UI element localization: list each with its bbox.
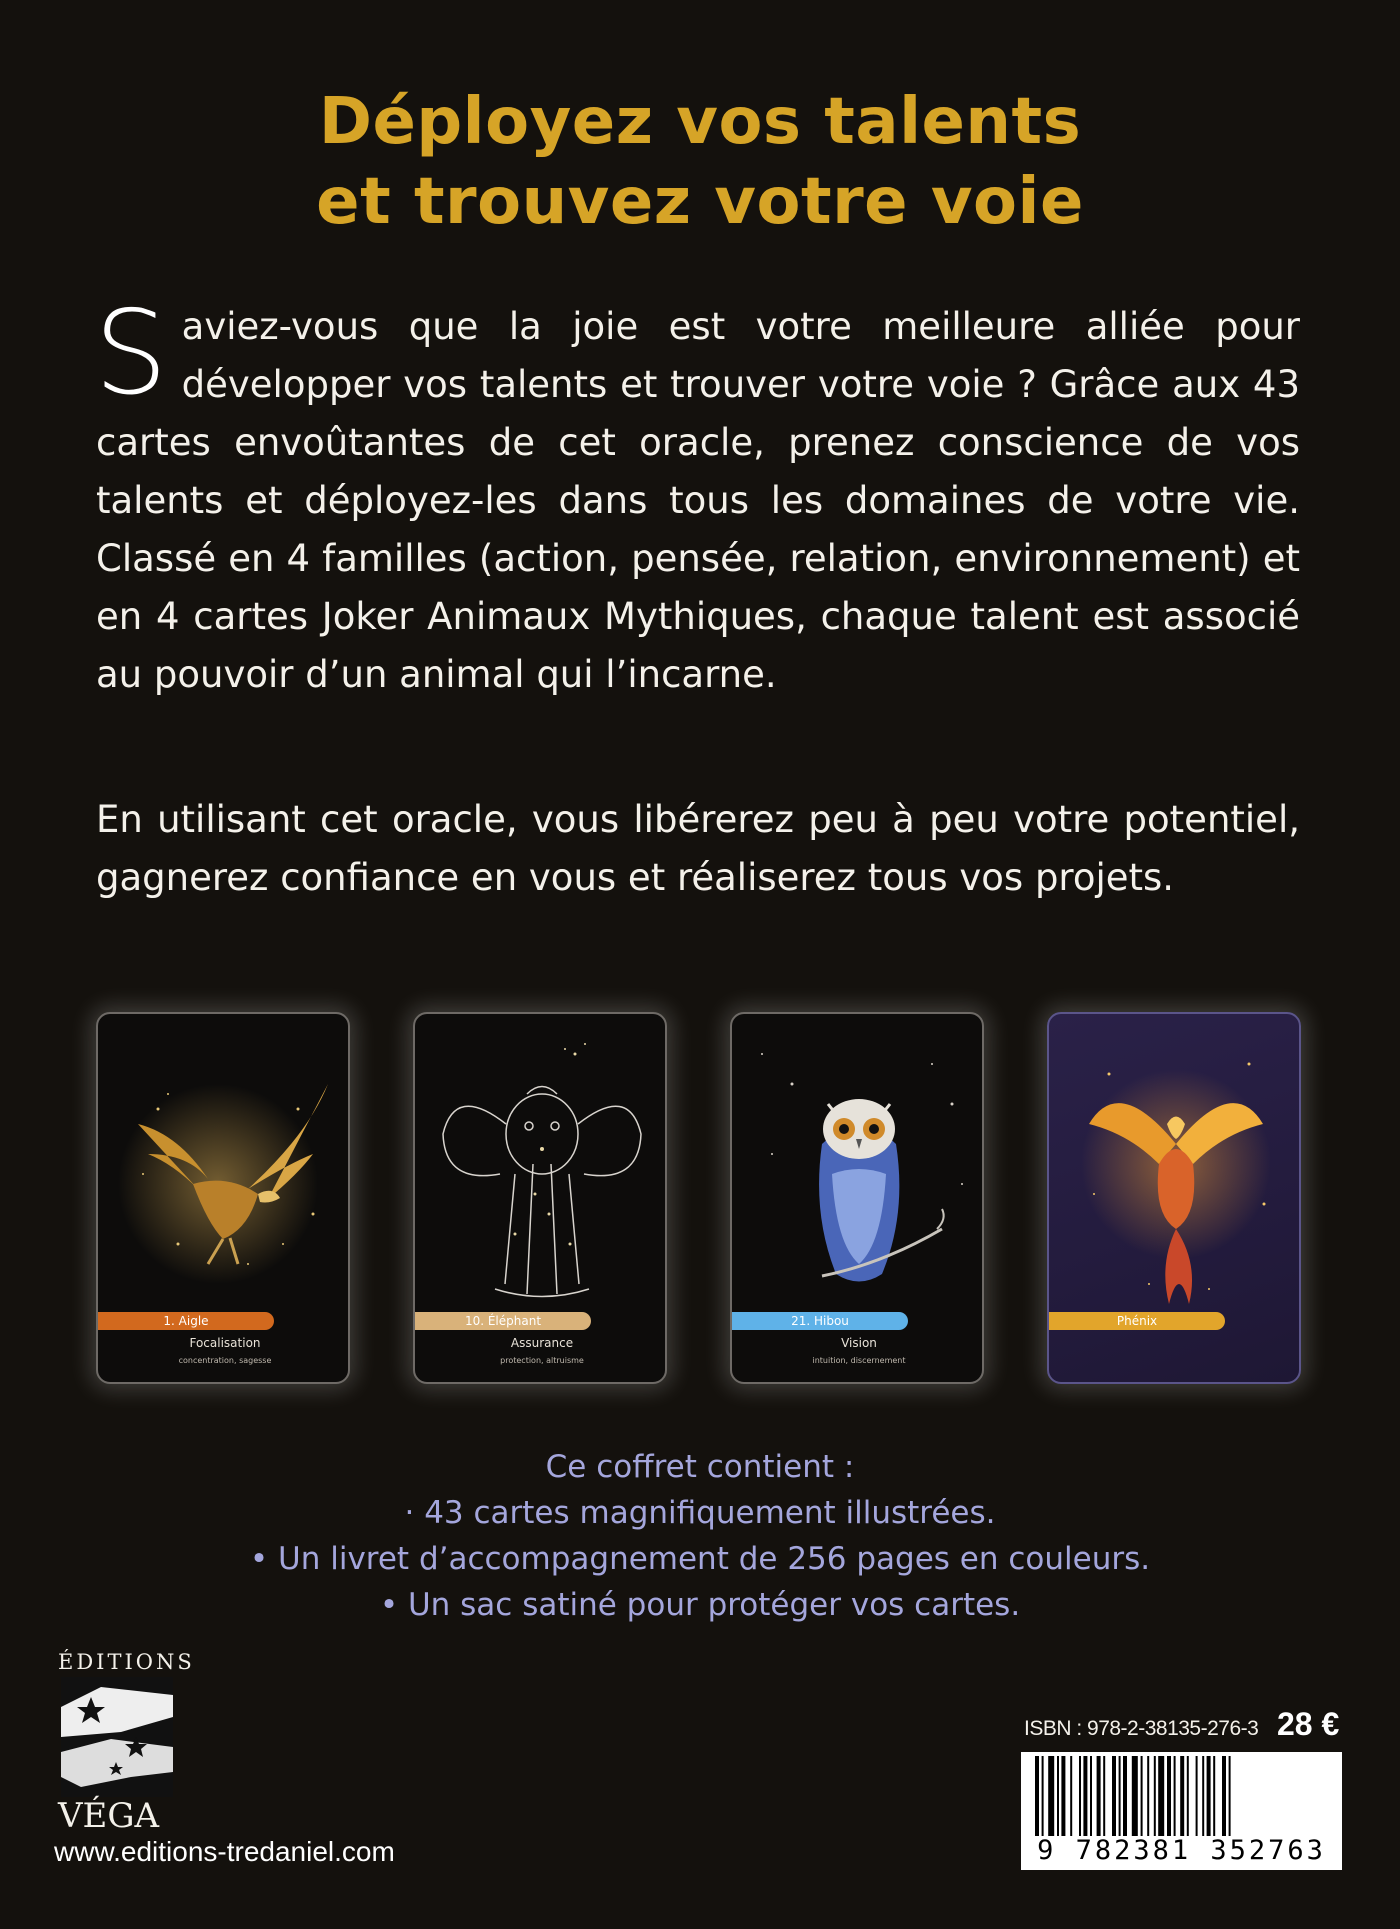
headline (0, 82, 1400, 242)
headline-line-2: et trouvez votre voie (316, 165, 1084, 239)
publisher-name-top: ÉDITIONS (58, 1650, 195, 1674)
barcode-number: 9 782381 352763 (1037, 1835, 1326, 1866)
card-banner: 1. Aigle (98, 1312, 274, 1330)
publisher-website-link[interactable]: www.editions-tredaniel.com (54, 1836, 395, 1867)
contents-item: • Un livret d’accompagnement de 256 pages en couleurs. (249, 1541, 1151, 1577)
card-phoenix (1047, 1012, 1301, 1384)
barcode (1021, 1752, 1342, 1870)
contents-item: • Un sac satiné pour protéger vos cartes. (379, 1587, 1021, 1623)
card-banner: 21. Hibou (732, 1312, 908, 1330)
publisher-name-bottom: VÉGA (58, 1796, 160, 1836)
card-title: Focalisation (189, 1336, 261, 1350)
card-title: Vision (841, 1336, 877, 1350)
intro-paragraph (94, 286, 1300, 704)
card-owl (730, 1012, 984, 1384)
card-row (96, 1012, 1300, 1384)
card-banner: Phénix (1049, 1312, 1225, 1330)
drop-cap: S (94, 286, 168, 421)
publisher-logo (58, 1650, 195, 1836)
card-title: Assurance (510, 1336, 574, 1350)
second-paragraph: En utilisant cet oracle, vous libérerez peu à peu votre potentiel, gagnerez confiance en vous et réaliserez tous vos projets. (96, 798, 1300, 899)
publisher-emblem-icon (61, 1677, 173, 1797)
card-elephant (413, 1012, 667, 1384)
price-label: 28 € (1277, 1706, 1340, 1742)
isbn-label: ISBN : 978-2-38135-276-3 (1024, 1717, 1259, 1740)
card-subtitle: concentration, sagesse (178, 1356, 272, 1365)
card-subtitle: intuition, discernement (812, 1356, 906, 1365)
card-subtitle: protection, altruisme (500, 1356, 584, 1365)
intro-paragraph-text: aviez-vous que la joie est votre meilleure alliée pour développer vos talents et trouver votre voie ? Grâce aux 43 cartes envoûtantes de cet oracle, prenez conscience de vos talents et déployez-les dans tous les domaines de votre vie. Classé en 4 familles (action, pensée, relation, environnement) et en 4 cartes Joker Animaux Mythiques, chaque talent est associé au pouvoir d’un animal qui l’incarne. (96, 305, 1300, 696)
card-eagle (96, 1012, 350, 1384)
contents-heading: Ce coffret contient : (545, 1449, 855, 1485)
card-banner: 10. Éléphant (415, 1312, 591, 1330)
contents-item: · 43 cartes magnifiquement illustrées. (404, 1495, 996, 1531)
box-contents (0, 1444, 1400, 1628)
headline-line-1: Déployez vos talents (318, 85, 1082, 159)
